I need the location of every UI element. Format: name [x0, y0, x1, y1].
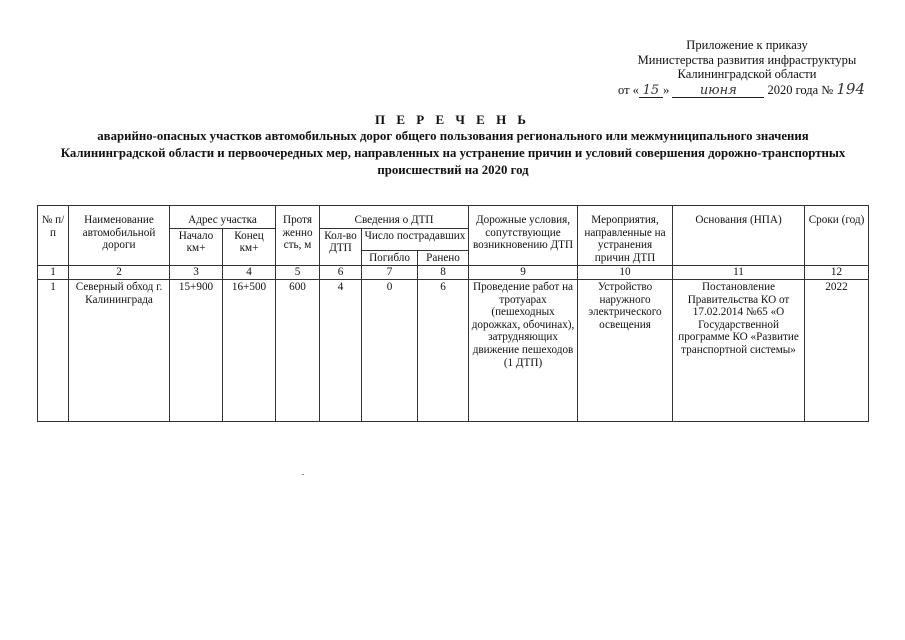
- order-number: 194: [836, 79, 865, 98]
- table-row: [38, 279, 869, 421]
- date-mid: »: [662, 82, 670, 97]
- row-injured: 6: [418, 279, 469, 421]
- date-month: июня: [672, 84, 764, 98]
- column-number: 12: [805, 266, 869, 280]
- approval-block: [612, 38, 882, 98]
- header-row-1: [38, 206, 869, 229]
- column-number: 10: [578, 266, 673, 280]
- row-conditions: Проведение работ на тротуарах (пешеходных дорожках, обочинах), затрудняющих движение пешеходов (1 ДТП): [469, 279, 578, 421]
- column-number: 9: [469, 266, 578, 280]
- document-title: П Е Р Е Ч Е Н Ь: [374, 112, 531, 127]
- column-number: 2: [69, 266, 170, 280]
- approval-date-line: [612, 79, 882, 98]
- header-conditions: Дорожные условия, сопутствующие возникновению ДТП: [469, 206, 578, 266]
- row-num: 1: [38, 279, 69, 421]
- row-dtp-count: 4: [320, 279, 362, 421]
- header-address: Адрес участка: [170, 206, 276, 229]
- column-number: 5: [276, 266, 320, 280]
- row-measures: Устройство наружного электрического освещения: [578, 279, 673, 421]
- date-day: 15: [639, 84, 663, 98]
- header-victims: Число пострадавших: [362, 228, 469, 250]
- approval-line-1: Приложение к приказу: [686, 38, 808, 52]
- column-number: 11: [673, 266, 805, 280]
- column-number: 7: [362, 266, 418, 280]
- approval-line-3: Калининградской области: [677, 67, 817, 81]
- column-number: 6: [320, 266, 362, 280]
- row-killed: 0: [362, 279, 418, 421]
- approval-line-2: Министерства развития инфраструктуры: [637, 52, 857, 67]
- header-end: Конец км+: [223, 228, 276, 266]
- header-dtp-count: Кол-во ДТП: [320, 228, 362, 266]
- column-numbers-row: [38, 266, 869, 280]
- date-prefix: от «: [618, 82, 639, 97]
- column-number: 8: [418, 266, 469, 280]
- row-road: Северный обход г. Калининграда: [69, 279, 170, 421]
- column-number: 1: [38, 266, 69, 280]
- row-terms: 2022: [805, 279, 869, 421]
- header-road: Наименование автомобильной дороги: [69, 206, 170, 266]
- scan-speck: [302, 474, 304, 475]
- column-number: 3: [170, 266, 223, 280]
- date-year: 2020 года №: [767, 82, 834, 97]
- row-length: 600: [276, 279, 320, 421]
- row-end: 16+500: [223, 279, 276, 421]
- column-number: 4: [223, 266, 276, 280]
- document-subtitle: аварийно-опасных участков автомобильных дорог общего пользования регионального или межмуниципального значения Калининградской области и первоочередных мер, направленных на устранение причин и условий совершения дорожно-транспортных происшествий на 2020 год: [60, 129, 846, 177]
- header-num: № п/п: [38, 206, 69, 266]
- header-measures: Мероприятия, направленные на устранения причин ДТП: [578, 206, 673, 266]
- header-start: Начало км+: [170, 228, 223, 266]
- header-dtp-info: Сведения о ДТП: [320, 206, 469, 229]
- road-sections-table: [37, 205, 869, 422]
- header-killed: Погибло: [362, 250, 418, 266]
- header-basis: Основания (НПА): [673, 206, 805, 266]
- row-basis: Постановление Правительства КО от 17.02.2014 №65 «О Государственной программе КО «Развитие транспортной системы»: [673, 279, 805, 421]
- header-length: Протя женно сть, м: [276, 206, 320, 266]
- header-terms: Сроки (год): [805, 206, 869, 266]
- header-injured: Ранено: [418, 250, 469, 266]
- row-start: 15+900: [170, 279, 223, 421]
